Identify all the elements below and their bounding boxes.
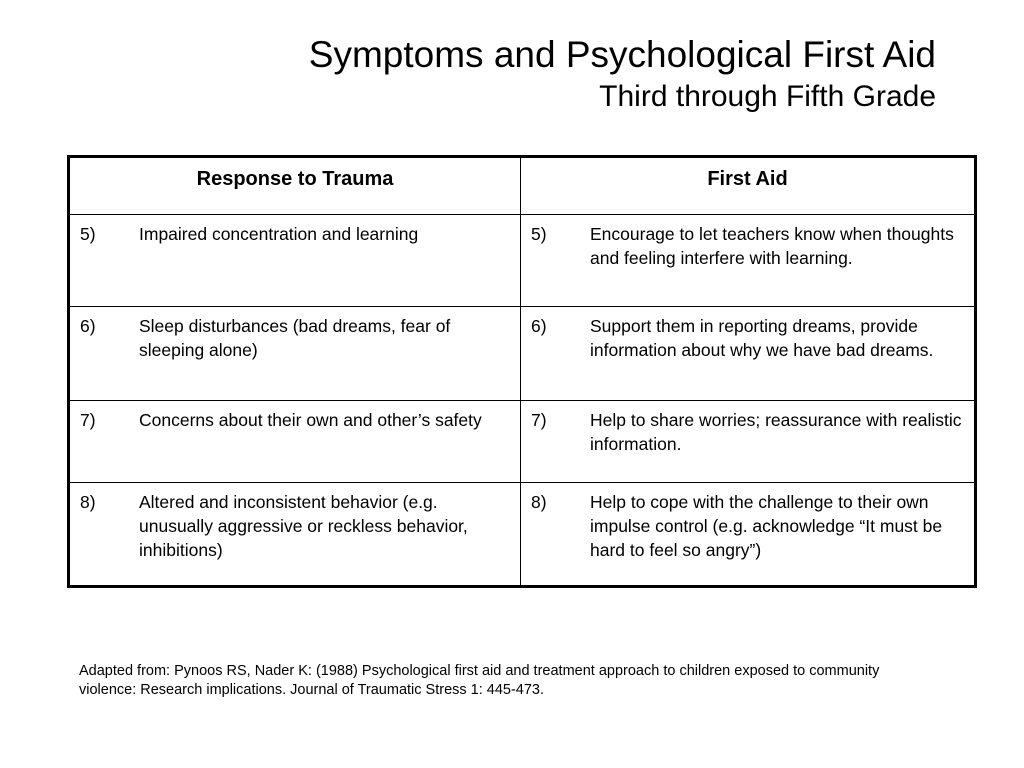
item-number: 7): [80, 410, 96, 430]
first-aid-cell: [521, 401, 976, 483]
item-number: 6): [531, 316, 547, 336]
table-row: [69, 483, 976, 587]
response-cell: [69, 215, 521, 307]
response-text: Concerns about their own and other’s safety: [139, 410, 482, 430]
response-text: Sleep disturbances (bad dreams, fear of sleeping alone): [139, 316, 451, 360]
slide-title: Symptoms and Psychological First Aid: [308, 34, 936, 75]
first-aid-text: Support them in reporting dreams, provide information about why we have bad dreams.: [590, 316, 934, 360]
trauma-first-aid-table: [67, 155, 977, 588]
title-block: [309, 34, 936, 114]
item-number: 8): [531, 492, 547, 512]
item-number: 6): [80, 316, 96, 336]
item-number: 8): [80, 492, 96, 512]
slide-subtitle: Third through Fifth Grade: [599, 80, 936, 113]
table-row: [69, 307, 976, 401]
response-text: Altered and inconsistent behavior (e.g. unusually aggressive or reckless behavior, inhibitions): [139, 492, 468, 560]
table-row: [69, 215, 976, 307]
response-cell: [69, 401, 521, 483]
response-cell: [69, 307, 521, 401]
first-aid-text: Help to cope with the challenge to their own impulse control (e.g. acknowledge “It must be hard to feel so angry”): [590, 492, 943, 560]
item-number: 5): [80, 224, 96, 244]
first-aid-text: Encourage to let teachers know when thoughts and feeling interfere with learning.: [590, 224, 954, 268]
table-row: [69, 401, 976, 483]
first-aid-cell: [521, 307, 976, 401]
column-header-first-aid: First Aid: [521, 157, 976, 215]
first-aid-cell: [521, 215, 976, 307]
first-aid-cell: [521, 483, 976, 587]
first-aid-text: Help to share worries; reassurance with realistic information.: [590, 410, 962, 454]
column-header-response: Response to Trauma: [69, 157, 521, 215]
citation-footer: Adapted from: Pynoos RS, Nader K: (1988) Psychological first aid and treatment approach to children exposed to community violence: Research implications. Journal of Traumatic Stress 1: 445-473.: [79, 663, 880, 698]
table-header-row: [69, 157, 976, 215]
response-cell: [69, 483, 521, 587]
item-number: 7): [531, 410, 547, 430]
response-text: Impaired concentration and learning: [139, 224, 419, 244]
item-number: 5): [531, 224, 547, 244]
